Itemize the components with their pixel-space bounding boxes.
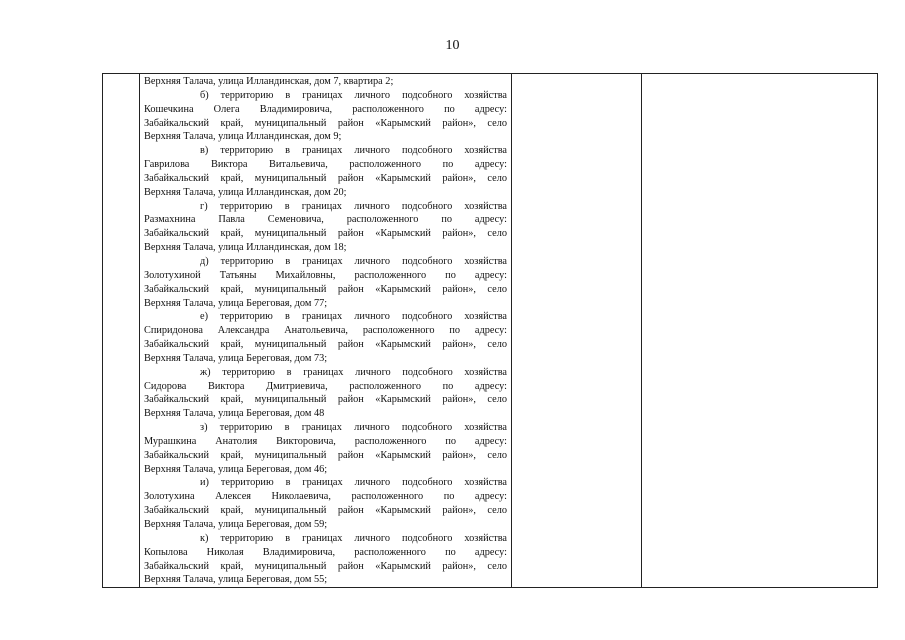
text-line: Верхняя Талача, улица Береговая, дом 46;	[144, 463, 328, 475]
table-cell-description	[140, 74, 512, 588]
text-line: Забайкальский край, муниципальный район «Карымский район», село	[144, 560, 507, 572]
text-line: з) территорию в границах личного подсобного хозяйства	[200, 422, 507, 434]
description-text	[140, 74, 511, 587]
paragraph	[144, 421, 507, 476]
text-line: Верхняя Талача, улица Береговая, дом 55;	[144, 574, 328, 586]
paragraph	[144, 200, 507, 255]
text-line: б) территорию в границах личного подсобного хозяйства	[200, 89, 507, 101]
text-line: Золотухина Алексея Николаевича, расположенного по адресу:	[144, 491, 507, 503]
text-line: д) территорию в границах личного подсобного хозяйства	[200, 255, 507, 267]
text-line: е) территорию в границах личного подсобного хозяйства	[200, 311, 507, 323]
text-line: Забайкальский край, муниципальный район «Карымский район», село	[144, 394, 507, 406]
table-cell-empty-4	[642, 74, 878, 588]
text-line: Гаврилова Виктора Витальевича, расположенного по адресу:	[144, 159, 507, 171]
text-line: Верхняя Талача, улица Илландинская, дом 7, квартира 2;	[144, 76, 394, 87]
text-line: Верхняя Талача, улица Береговая, дом 59;	[144, 519, 328, 530]
text-line: Верхняя Талача, улица Береговая, дом 77;	[144, 297, 328, 309]
text-line: Забайкальский край, муниципальный район «Карымский район», село	[144, 449, 507, 461]
paragraph	[144, 310, 507, 365]
page-number: 10	[445, 38, 460, 53]
paragraph	[144, 366, 507, 421]
text-line: Верхняя Талача, улица Береговая, дом 48	[144, 408, 325, 420]
text-line: в) территорию в границах личного подсобного хозяйства	[200, 145, 507, 157]
text-line: Верхняя Талача, улица Илландинская, дом 18;	[144, 242, 347, 254]
text-line: Кошечкина Олега Владимировича, расположенного по адресу:	[144, 103, 507, 115]
table-cell-number	[103, 74, 140, 588]
text-line: Забайкальский край, муниципальный район «Карымский район», село	[144, 228, 507, 240]
paragraph	[144, 255, 507, 310]
paragraph	[144, 89, 507, 144]
text-line: Размахнина Павла Семеновича, расположенного по адресу:	[144, 214, 507, 226]
text-line: ж) территорию в границах личного подсобного хозяйства	[200, 366, 507, 378]
text-line: Спиридонова Александра Анатольевича, расположенного по адресу:	[144, 325, 507, 337]
paragraph	[144, 75, 507, 89]
text-line: Копылова Николая Владимировича, расположенного по адресу:	[144, 546, 507, 558]
text-line: к) территорию в границах личного подсобного хозяйства	[200, 532, 507, 544]
text-line: Золотухиной Татьяны Михайловны, расположенного по адресу:	[144, 269, 507, 281]
table-cell-empty-3	[512, 74, 642, 588]
table-row	[103, 74, 878, 588]
text-line: Верхняя Талача, улица Илландинская, дом 20;	[144, 186, 347, 198]
paragraph	[144, 532, 507, 587]
text-line: Сидорова Виктора Дмитриевича, расположенного по адресу:	[144, 380, 507, 392]
document-table	[102, 73, 878, 588]
paragraph	[144, 476, 507, 531]
text-line: Забайкальский край, муниципальный район «Карымский район», село	[144, 117, 507, 129]
text-line: Верхняя Талача, улица Береговая, дом 73;	[144, 352, 328, 364]
paragraph	[144, 144, 507, 199]
text-line: Забайкальский край, муниципальный район «Карымский район», село	[144, 172, 507, 184]
text-line: Верхняя Талача, улица Илландинская, дом 9;	[144, 131, 342, 143]
text-line: г) территорию в границах личного подсобного хозяйства	[200, 200, 507, 212]
text-line: и) территорию в границах личного подсобного хозяйства	[200, 477, 507, 489]
text-line: Забайкальский край, муниципальный район «Карымский район», село	[144, 505, 507, 517]
text-line: Мурашкина Анатолия Викторовича, расположенного по адресу:	[144, 435, 507, 447]
text-line: Забайкальский край, муниципальный район «Карымский район», село	[144, 283, 507, 295]
text-line: Забайкальский край, муниципальный район «Карымский район», село	[144, 339, 507, 351]
